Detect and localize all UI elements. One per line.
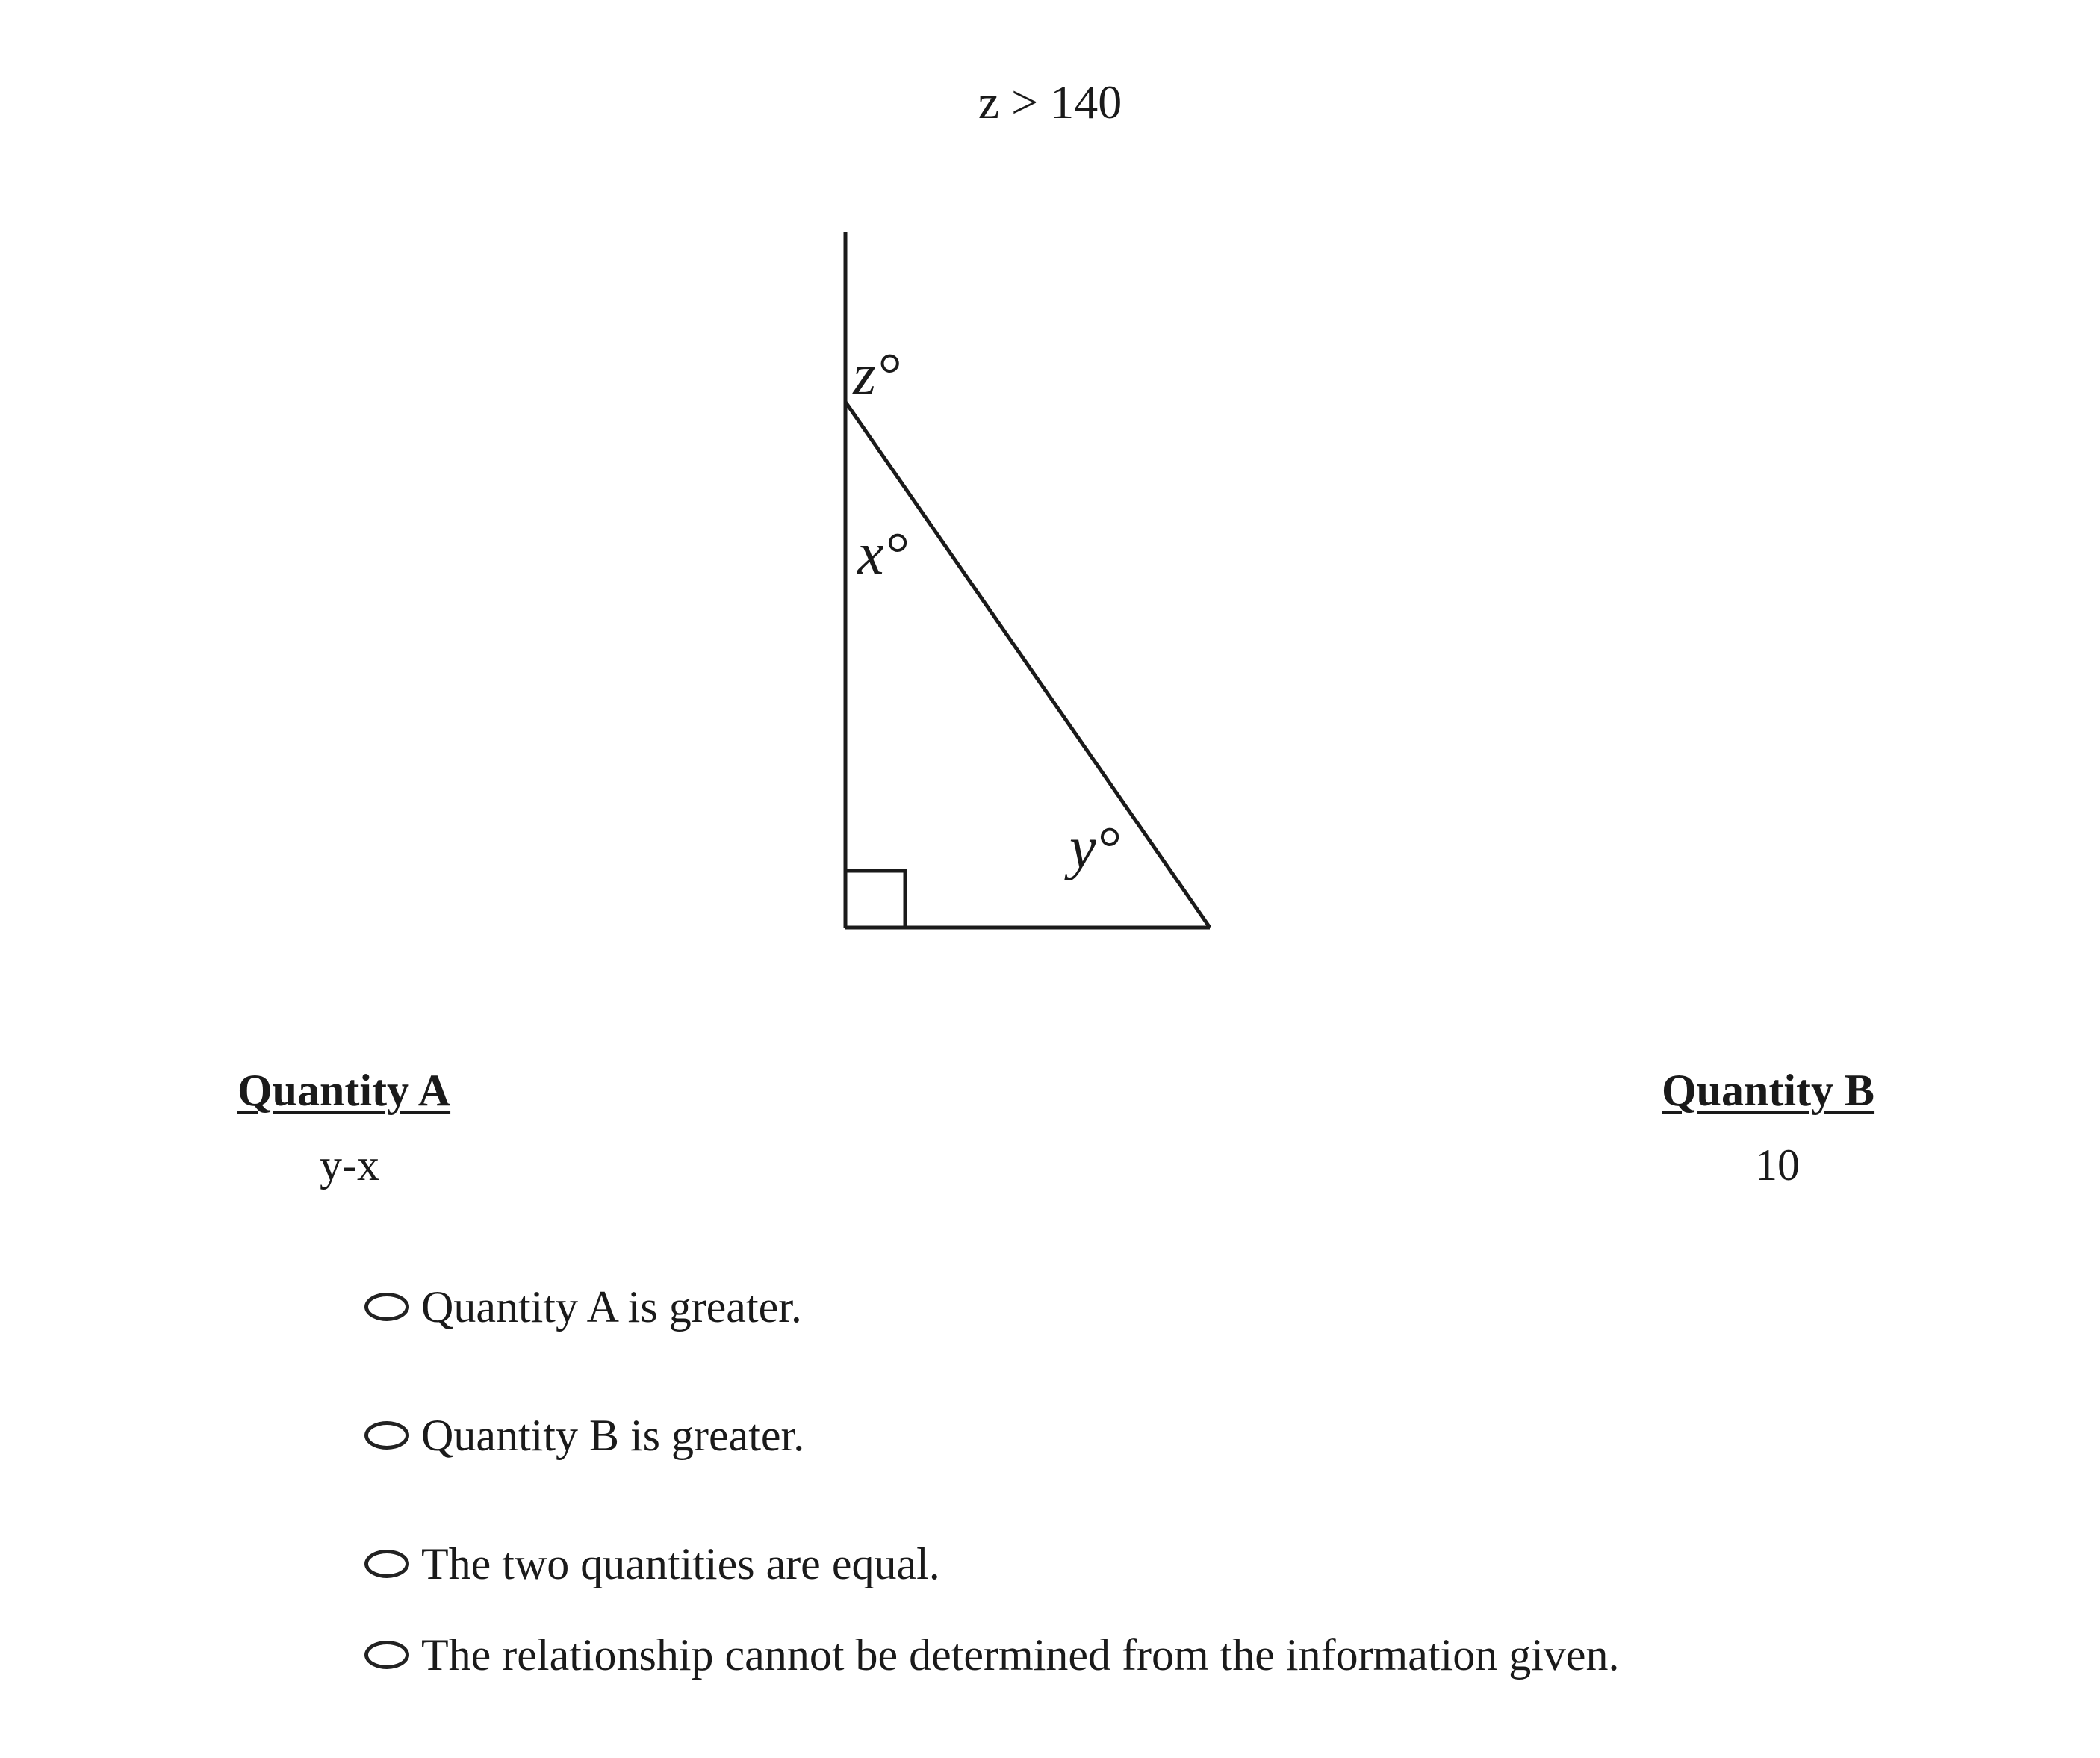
angle-label-y: y°	[1069, 816, 1120, 881]
right-triangle-figure	[807, 217, 1240, 948]
option-label: The relationship cannot be determined from the information given.	[421, 1630, 1620, 1680]
answer-option-a-greater[interactable]	[364, 1277, 802, 1337]
quantity-a-label: Quantity A	[237, 1066, 451, 1115]
hypotenuse	[845, 402, 1210, 928]
quantity-b-label: Quantity B	[1662, 1066, 1875, 1115]
answer-option-equal[interactable]	[364, 1534, 940, 1594]
given-condition: z > 140	[978, 75, 1122, 128]
angle-label-x: x°	[857, 521, 908, 587]
right-angle-marker	[845, 871, 905, 928]
quantity-b-value: 10	[1755, 1140, 1800, 1190]
quantity-a-value: y-x	[320, 1140, 379, 1190]
answer-option-cannot-determine[interactable]	[364, 1625, 1620, 1685]
option-label: The two quantities are equal.	[421, 1539, 940, 1588]
option-label: Quantity B is greater.	[421, 1411, 805, 1460]
angle-label-z: z°	[853, 342, 901, 408]
radio-button-icon[interactable]	[364, 1550, 409, 1578]
option-label: Quantity A is greater.	[421, 1282, 802, 1332]
radio-button-icon[interactable]	[364, 1421, 409, 1450]
radio-button-icon[interactable]	[364, 1293, 409, 1321]
radio-button-icon[interactable]	[364, 1641, 409, 1669]
answer-option-b-greater[interactable]	[364, 1406, 804, 1465]
